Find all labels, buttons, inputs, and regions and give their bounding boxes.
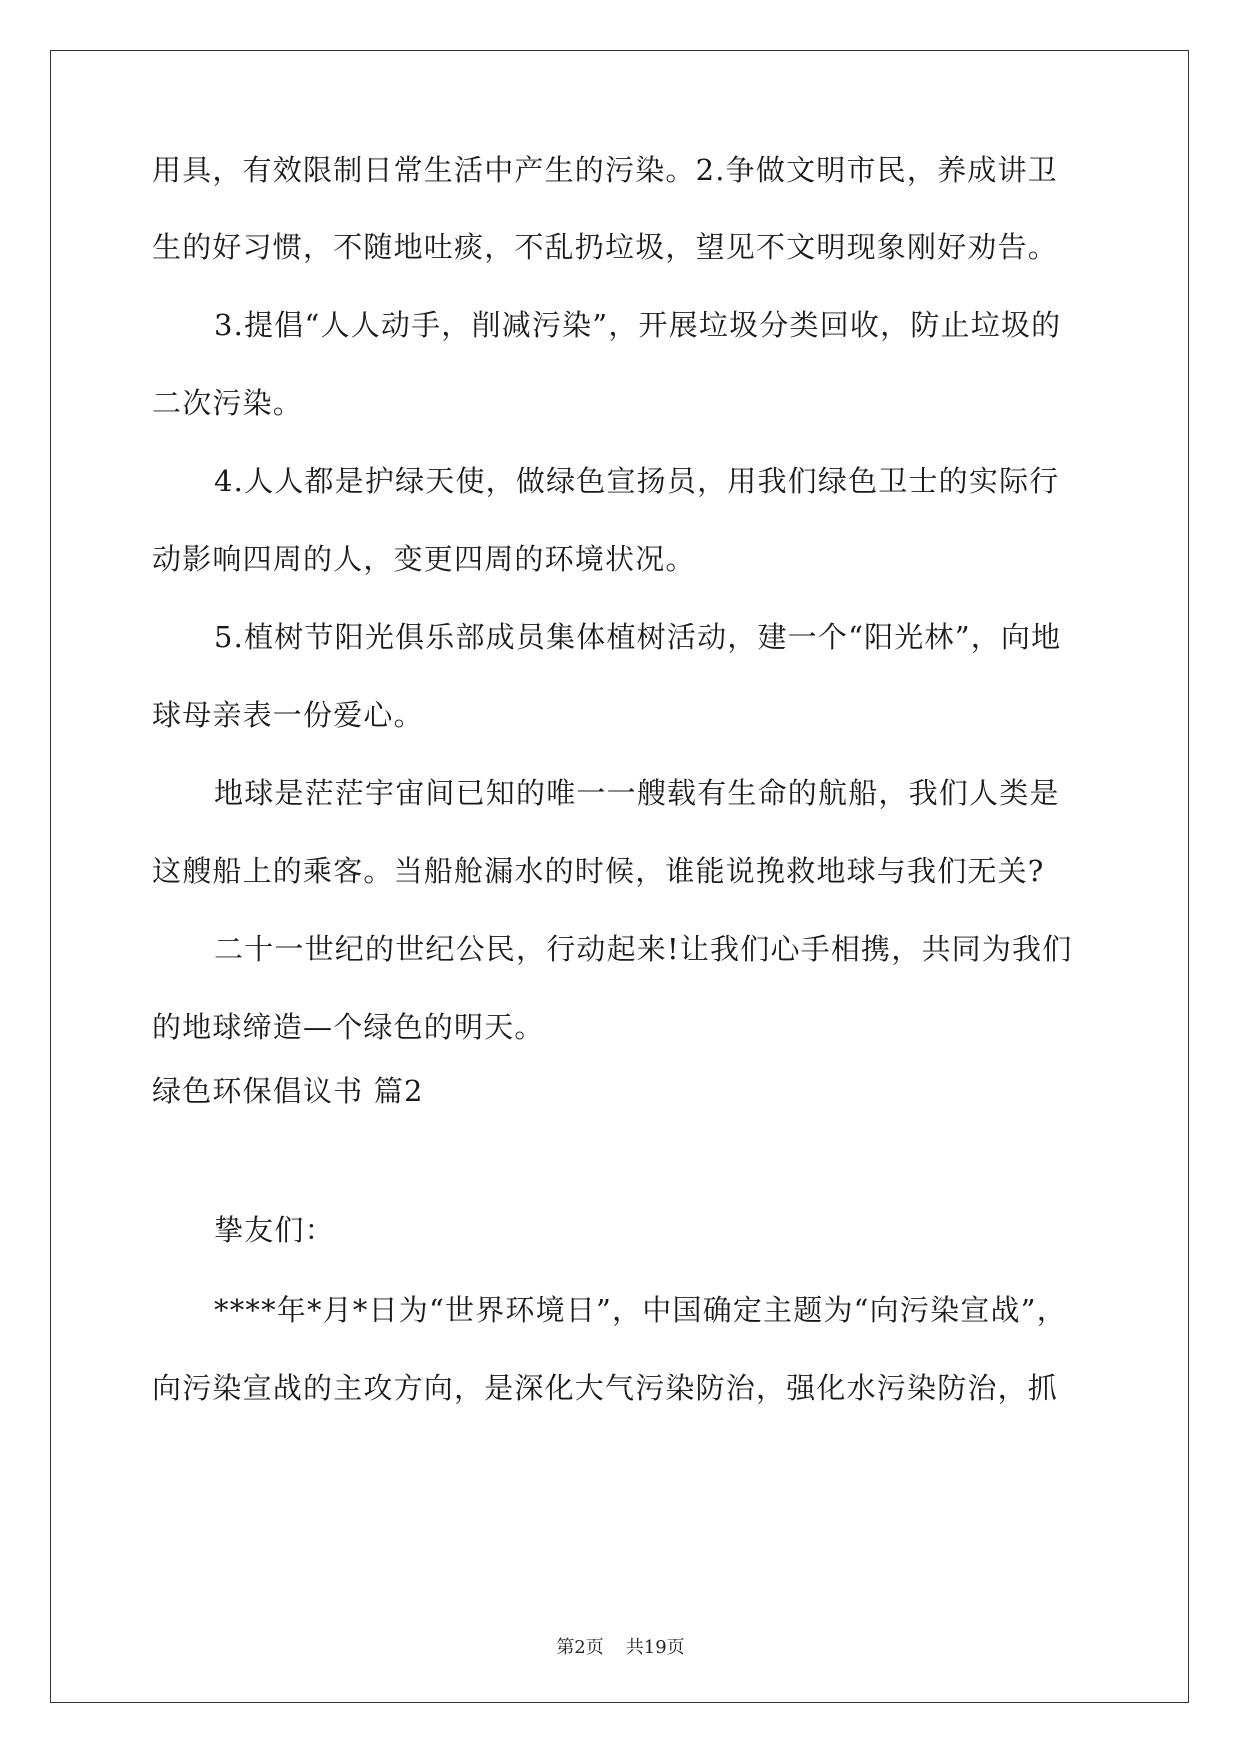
page-total: 共19页 xyxy=(625,1637,685,1658)
paragraph-line: 5.植树节阳光俱乐部成员集体植树活动，建一个“阳光林”，向地 xyxy=(214,620,1062,654)
salutation: 挚友们： xyxy=(214,1213,335,1247)
paragraph-line: 二次污染。 xyxy=(152,386,304,420)
page-number: 第2页 xyxy=(556,1637,604,1658)
paragraph-line: 3.提倡“人人动手，削减污染”，开展垃圾分类回收，防止垃圾的 xyxy=(214,308,1062,342)
paragraph-line: 这艘船上的乘客。当船舱漏水的时候，谁能说挽救地球与我们无关? xyxy=(152,854,1045,888)
paragraph-line: 用具，有效限制日常生活中产生的污染。2.争做文明市民，养成讲卫 xyxy=(152,153,1058,187)
paragraph-line: 4.人人都是护绿天使，做绿色宣扬员，用我们绿色卫士的实际行 xyxy=(214,464,1060,498)
paragraph-line: 球母亲表一份爱心。 xyxy=(152,698,424,732)
paragraph-line: 动影响四周的人，变更四周的环境状况。 xyxy=(152,542,696,576)
paragraph-line: 向污染宣战的主攻方向，是深化大气污染防治，强化水污染防治，抓 xyxy=(152,1371,1059,1405)
section-heading: 绿色环保倡议书 篇2 xyxy=(152,1074,424,1108)
paragraph-line: 的地球缔造—个绿色的明天。 xyxy=(152,1010,545,1044)
paragraph-line: 地球是茫茫宇宙间已知的唯一一艘载有生命的航船，我们人类是 xyxy=(214,776,1060,810)
paragraph-line: ****年*月*日为“世界环境日”，中国确定主题为“向污染宣战”， xyxy=(214,1293,1067,1327)
paragraph-line: 生的好习惯，不随地吐痰，不乱扔垃圾，望见不文明现象刚好劝告。 xyxy=(152,230,1059,264)
paragraph-line: 二十一世纪的世纪公民，行动起来!让我们心手相携，共同为我们 xyxy=(214,932,1073,966)
page-footer xyxy=(0,1636,1241,1660)
